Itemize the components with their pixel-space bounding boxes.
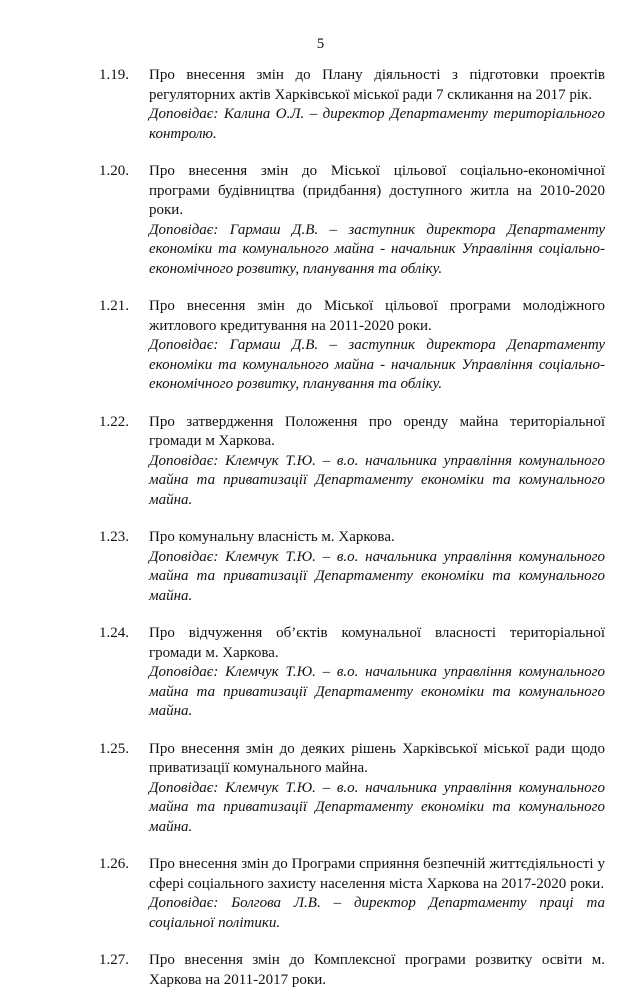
- page-number: 5: [316, 36, 325, 52]
- item-title: Про внесення змін до Програми сприяння безпечній життєдіяльності у сфері соціального захисту населення міста Харкова на 2017-2020 роки.: [149, 856, 605, 892]
- item-number: 1.27.: [99, 952, 129, 968]
- agenda-list: [0, 66, 641, 1008]
- item-title: Про внесення змін до Комплексної програми розвитку освіти м. Харкова на 2011-2017 роки.: [149, 952, 605, 988]
- agenda-item: [0, 624, 641, 722]
- item-number: 1.24.: [99, 625, 129, 641]
- item-title: Про затвердження Положення про оренду майна територіальної громади м Харкова.: [149, 413, 605, 449]
- item-title: Про комунальну власність м. Харкова.: [149, 529, 395, 545]
- agenda-item: [0, 951, 641, 990]
- item-number: 1.22.: [99, 413, 129, 430]
- item-speaker: Доповідає: Клемчук Т.Ю. – в.о. начальника управління комунального майна та приватизації Департаменту економіки та комунального майна.: [149, 779, 605, 835]
- item-number: 1.23.: [99, 529, 129, 545]
- item-speaker: Доповідає: Гармаш Д.В. – заступник директора Департаменту економіки та комунального майна - начальник Управління соціально-економічного розвитку, планування та обліку.: [149, 221, 605, 277]
- agenda-item: [0, 855, 641, 933]
- item-speaker: Доповідає: Клемчук Т.Ю. – в.о. начальника управління комунального майна та приватизації Департаменту економіки та комунального майна.: [149, 664, 605, 719]
- agenda-item: [0, 66, 641, 144]
- agenda-item: [0, 413, 641, 511]
- item-title: Про внесення змін до деяких рішень Харківської міської ради щодо приватизації комунального майна.: [149, 740, 605, 776]
- item-title: Про відчуження об’єктів комунальної власності територіальної громади м. Харкова.: [149, 625, 605, 661]
- agenda-item: [0, 740, 641, 838]
- item-speaker: Доповідає: Гармаш Д.В. – заступник директора Департаменту економіки та комунального майна - начальник Управління соціально-економічного розвитку, планування та обліку.: [149, 337, 605, 392]
- item-title: Про внесення змін до Плану діяльності з підготовки проектів регуляторних актів Харківської міської ради 7 скликання на 2017 рік.: [149, 67, 605, 103]
- agenda-item: [0, 297, 641, 395]
- item-number: 1.26.: [99, 856, 129, 872]
- agenda-item: [0, 162, 641, 279]
- item-number: 1.25.: [99, 740, 129, 757]
- item-title: Про внесення змін до Міської цільової соціально-економічної програми будівництва (придбання) доступного житла на 2010-2020 роки.: [149, 163, 605, 218]
- item-title: Про внесення змін до Міської цільової програми молодіжного житлового кредитування на 2011-2020 роки.: [149, 298, 605, 334]
- item-speaker: Доповідає: Клемчук Т.Ю. – в.о. начальника управління комунального майна та приватизації Департаменту економіки та комунального майна.: [149, 452, 605, 508]
- item-speaker: Доповідає: Калина О.Л. – директор Департаменту територіального контролю.: [149, 106, 605, 142]
- item-number: 1.20.: [99, 163, 129, 179]
- item-speaker: Доповідає: Болгова Л.В. – директор Департаменту праці та соціальної політики.: [149, 895, 605, 931]
- agenda-item: [0, 528, 641, 606]
- item-number: 1.21.: [99, 298, 129, 314]
- item-number: 1.19.: [99, 67, 129, 83]
- item-speaker: Доповідає: Клемчук Т.Ю. – в.о. начальника управління комунального майна та приватизації Департаменту економіки та комунального майна.: [149, 548, 605, 604]
